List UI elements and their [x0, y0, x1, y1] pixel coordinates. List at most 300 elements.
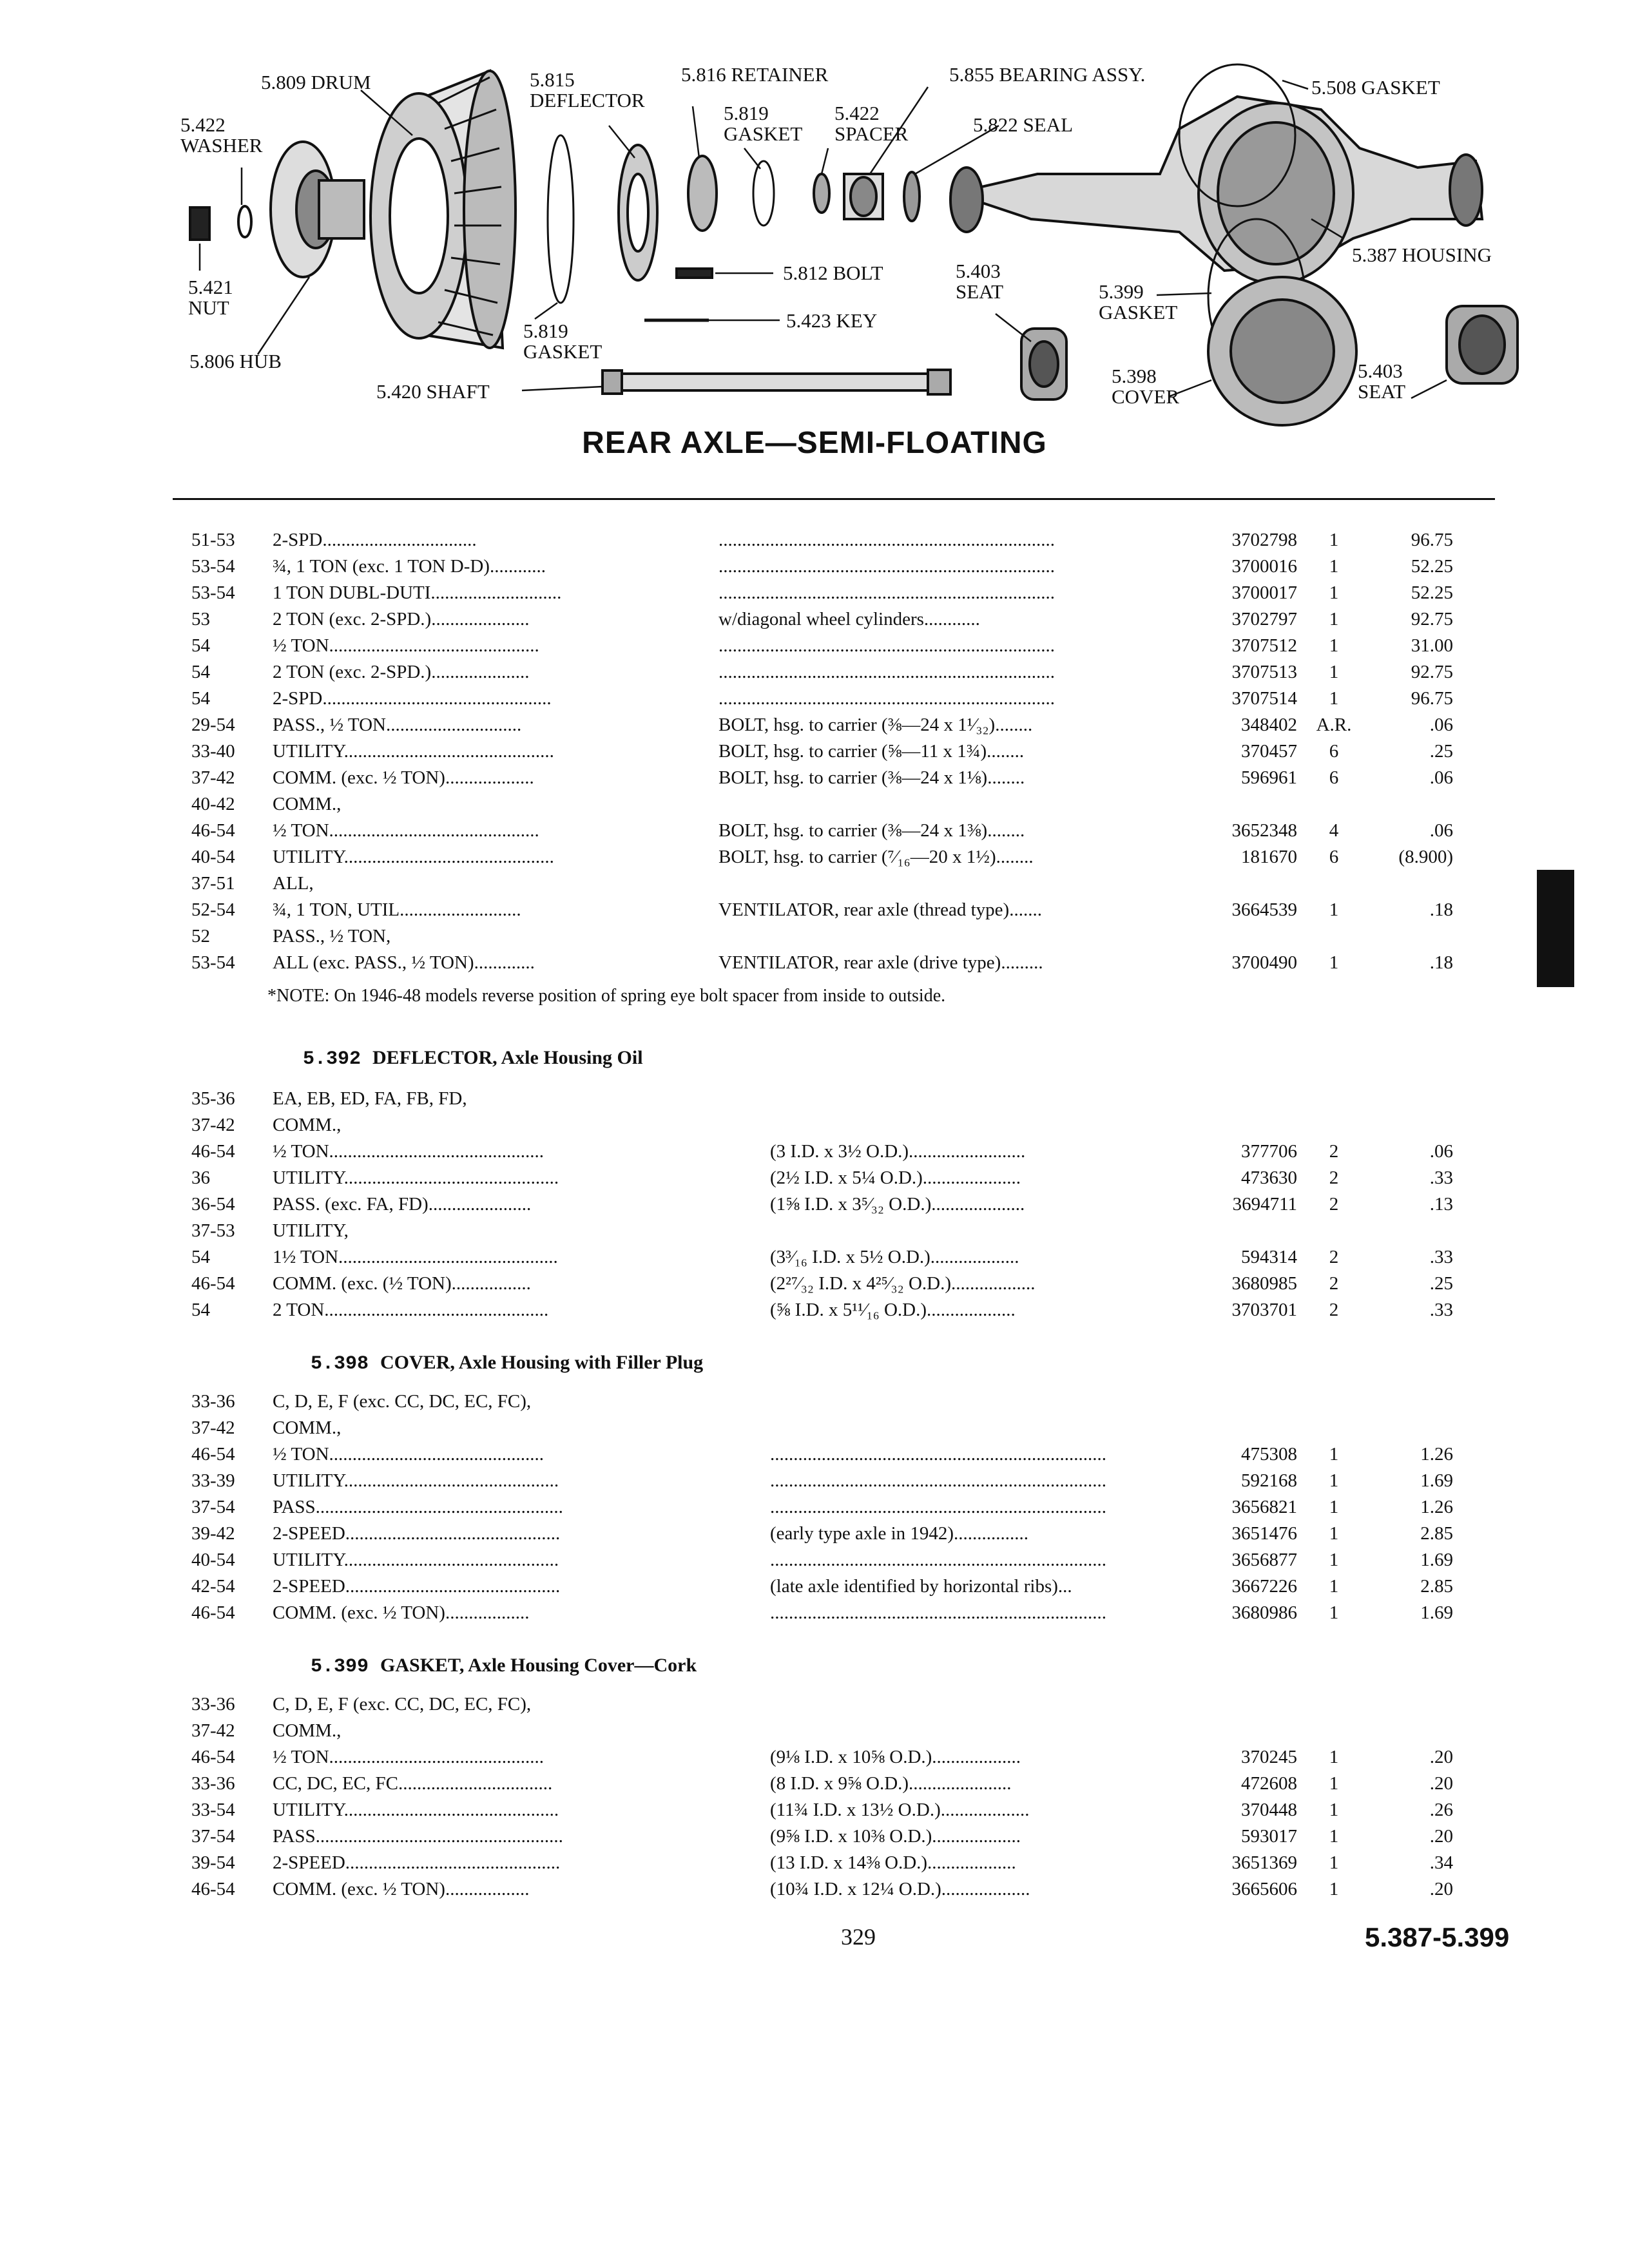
row-price: .34 [1429, 1852, 1453, 1873]
label-retainer: 5.816 RETAINER [681, 63, 829, 86]
row-years: 37-42 [191, 1418, 235, 1438]
row-description: (1⅝ I.D. x 3⁵⁄₃₂ O.D.).................... [770, 1194, 1025, 1215]
row-years: 35-36 [191, 1088, 235, 1109]
main-parts-list [0, 527, 1629, 976]
seat-right-part [1447, 306, 1518, 383]
row-part-number: 3664539 [1231, 899, 1297, 920]
row-description: (early type axle in 1942)................ [770, 1523, 1029, 1544]
row-years: 54 [191, 662, 210, 682]
row-price: .20 [1429, 1879, 1453, 1899]
row-models: UTILITY.............................................. [273, 1800, 559, 1820]
page-number: 329 [841, 1924, 876, 1950]
label-drum: 5.809 DRUM [261, 71, 371, 93]
row-quantity: 1 [1329, 1826, 1339, 1847]
label-deflector: 5.815 DEFLECTOR [530, 68, 645, 111]
row-description: VENTILATOR, rear axle (thread type)....... [718, 899, 1042, 920]
row-models: 1 TON DUBL-DUTI............................ [273, 582, 562, 603]
row-models: UTILITY.............................................. [273, 1470, 559, 1491]
row-description: (9⅝ I.D. x 10⅜ O.D.)................... [770, 1826, 1021, 1847]
row-models: C, D, E, F (exc. CC, DC, EC, FC), [273, 1391, 532, 1412]
section-list-gasket [0, 1691, 1629, 1903]
table-row [0, 686, 1629, 712]
row-years: 36-54 [191, 1194, 235, 1215]
row-description: (13 I.D. x 14⅜ O.D.)................... [770, 1852, 1016, 1873]
table-row [0, 527, 1629, 553]
table-row [0, 553, 1629, 580]
row-price: .18 [1429, 899, 1453, 920]
row-description: BOLT, hsg. to carrier (⅜—24 x 1¹⁄₃₂)........ [718, 715, 1033, 735]
label-seal: 5.822 SEAL [973, 113, 1073, 136]
table-row [0, 897, 1629, 923]
row-years: 53 [191, 609, 210, 629]
label-washer: 5.422 WASHER [180, 113, 263, 157]
table-row [0, 1244, 1629, 1271]
row-quantity: 6 [1329, 847, 1339, 867]
row-models: COMM. (exc. ½ TON).................. [273, 1879, 530, 1899]
section-title: COVER, Axle Housing with Filler Plug [380, 1352, 704, 1373]
row-years: 39-54 [191, 1852, 235, 1873]
table-row [0, 1218, 1629, 1244]
row-years: 54 [191, 1247, 210, 1267]
row-quantity: 1 [1329, 635, 1339, 656]
row-description: ........................................................................ [718, 635, 1055, 656]
row-quantity: 6 [1329, 767, 1339, 788]
seal-part [904, 172, 920, 221]
row-price: .20 [1429, 1747, 1453, 1767]
cover-part [1208, 277, 1356, 425]
row-models: 2-SPEED.............................................. [273, 1523, 561, 1544]
row-models: ½ TON............................................. [273, 820, 539, 841]
bearing-part [844, 174, 883, 219]
row-years: 52 [191, 926, 210, 947]
row-quantity: 6 [1329, 741, 1339, 762]
row-years: 33-36 [191, 1694, 235, 1715]
row-part-number: 3700017 [1231, 582, 1297, 603]
row-part-number: 348402 [1241, 715, 1297, 735]
table-row [0, 923, 1629, 950]
row-part-number: 596961 [1241, 767, 1297, 788]
row-quantity: 2 [1329, 1141, 1339, 1162]
row-models: 1½ TON............................................... [273, 1247, 558, 1267]
page-title: REAR AXLE—SEMI-FLOATING [582, 426, 1047, 460]
shaft-part [602, 370, 950, 394]
label-seat-left: 5.403 SEAT [956, 260, 1004, 303]
table-row [0, 1468, 1629, 1494]
row-models: COMM. (exc. ½ TON)................... [273, 767, 534, 788]
row-part-number: 594314 [1241, 1247, 1297, 1267]
table-row [0, 580, 1629, 606]
label-cover: 5.398 COVER [1112, 365, 1180, 408]
section-list-deflector [0, 1086, 1629, 1323]
footnote: *NOTE: On 1946-48 models reverse position of spring eye bolt spacer from inside to outside. [267, 986, 946, 1006]
table-row [0, 950, 1629, 976]
row-quantity: 1 [1329, 952, 1339, 973]
row-description: (2²⁷⁄₃₂ I.D. x 4²⁵⁄₃₂ O.D.).................. [770, 1273, 1036, 1294]
label-seat-right: 5.403 SEAT [1358, 360, 1406, 403]
row-years: 36 [191, 1168, 210, 1188]
washer-part [238, 206, 251, 237]
row-quantity: 1 [1329, 1602, 1339, 1623]
row-quantity: 1 [1329, 662, 1339, 682]
row-part-number: 3700490 [1231, 952, 1297, 973]
section-number: 5.399 [311, 1656, 369, 1678]
row-price: .33 [1429, 1247, 1453, 1267]
row-price: .33 [1429, 1300, 1453, 1320]
table-row [0, 765, 1629, 791]
row-description: BOLT, hsg. to carrier (⁷⁄₁₆—20 x 1½)........ [718, 847, 1034, 867]
row-models: COMM. (exc. (½ TON)................. [273, 1273, 531, 1294]
table-row [0, 791, 1629, 818]
row-part-number: 3703701 [1231, 1300, 1297, 1320]
row-years: 40-54 [191, 1550, 235, 1570]
row-models: UTILITY............................................. [273, 847, 554, 867]
label-spacer: 5.422 SPACER [834, 102, 909, 145]
gasket-819-upper-part [753, 161, 774, 226]
row-models: COMM., [273, 794, 342, 814]
table-row [0, 1797, 1629, 1823]
row-price: 96.75 [1411, 530, 1453, 550]
section-heading-gasket [311, 1653, 697, 1680]
row-models: UTILITY, [273, 1220, 349, 1241]
row-price: .33 [1429, 1168, 1453, 1188]
row-models: COMM., [273, 1720, 342, 1741]
row-part-number: 3656821 [1231, 1497, 1297, 1517]
label-gasket-508: 5.508 GASKET [1311, 76, 1440, 99]
row-models: PASS., ½ TON............................. [273, 715, 522, 735]
label-gasket-399: 5.399 GASKET [1099, 280, 1178, 323]
row-years: 46-54 [191, 1879, 235, 1899]
table-row [0, 844, 1629, 870]
row-years: 33-36 [191, 1391, 235, 1412]
row-models: UTILITY............................................. [273, 741, 554, 762]
row-price: .20 [1429, 1773, 1453, 1794]
row-price: 2.85 [1420, 1576, 1453, 1597]
row-years: 54 [191, 635, 210, 656]
row-years: 54 [191, 1300, 210, 1320]
row-models: 2 TON................................................ [273, 1300, 549, 1320]
row-years: 46-54 [191, 1747, 235, 1767]
row-models: 2-SPEED.............................................. [273, 1852, 561, 1873]
row-description: (3³⁄₁₆ I.D. x 5½ O.D.)................... [770, 1247, 1019, 1267]
row-models: ½ TON.............................................. [273, 1444, 545, 1465]
row-description: w/diagonal wheel cylinders............ [718, 609, 980, 629]
section-heading-deflector [303, 1045, 643, 1072]
row-part-number: 3680986 [1231, 1602, 1297, 1623]
label-housing: 5.387 HOUSING [1352, 244, 1492, 266]
row-price: 1.69 [1420, 1602, 1453, 1623]
row-price: 1.26 [1420, 1444, 1453, 1465]
row-years: 37-42 [191, 767, 235, 788]
row-price: .13 [1429, 1194, 1453, 1215]
row-years: 52-54 [191, 899, 235, 920]
row-description: (⅝ I.D. x 5¹¹⁄₁₆ O.D.)................... [770, 1300, 1016, 1320]
row-description: BOLT, hsg. to carrier (⅝—11 x 1¾)........ [718, 741, 1025, 762]
row-price: .25 [1429, 741, 1453, 762]
row-models: ½ TON.............................................. [273, 1141, 545, 1162]
table-row [0, 1389, 1629, 1415]
table-row [0, 1271, 1629, 1297]
row-part-number: 377706 [1241, 1141, 1297, 1162]
table-row [0, 633, 1629, 659]
row-description: ........................................................................ [718, 662, 1055, 682]
row-price: (8.900) [1398, 847, 1453, 867]
table-row [0, 1850, 1629, 1876]
row-quantity: 2 [1329, 1247, 1339, 1267]
table-row [0, 712, 1629, 738]
row-part-number: 181670 [1241, 847, 1297, 867]
row-price: 52.25 [1411, 582, 1453, 603]
table-row [0, 1494, 1629, 1521]
exploded-axle-diagram [0, 0, 1629, 451]
row-part-number: 3694711 [1232, 1194, 1297, 1215]
row-part-number: 370245 [1241, 1747, 1297, 1767]
row-years: 40-42 [191, 794, 235, 814]
row-quantity: 1 [1329, 582, 1339, 603]
label-gasket-819-upper: 5.819 GASKET [724, 102, 803, 145]
row-description: VENTILATOR, rear axle (drive type)......... [718, 952, 1043, 973]
section-heading-cover [311, 1350, 703, 1377]
row-description: (8 I.D. x 9⅝ O.D.)...................... [770, 1773, 1012, 1794]
row-years: 33-39 [191, 1470, 235, 1491]
row-quantity: 2 [1329, 1168, 1339, 1188]
row-years: 37-42 [191, 1115, 235, 1135]
table-row [0, 1139, 1629, 1165]
row-years: 33-54 [191, 1800, 235, 1820]
row-part-number: 3651476 [1231, 1523, 1297, 1544]
row-years: 37-51 [191, 873, 235, 894]
row-quantity: 1 [1329, 1444, 1339, 1465]
nut-part [190, 207, 209, 240]
table-row [0, 1547, 1629, 1573]
row-years: 33-36 [191, 1773, 235, 1794]
row-models: 2 TON (exc. 2-SPD.)..................... [273, 662, 530, 682]
row-models: COMM., [273, 1115, 342, 1135]
row-description: ........................................................................ [718, 688, 1055, 709]
row-quantity: 1 [1329, 1773, 1339, 1794]
row-description: ........................................................................ [770, 1444, 1106, 1465]
row-part-number: 592168 [1241, 1470, 1297, 1491]
row-price: .06 [1429, 820, 1453, 841]
row-quantity: 1 [1329, 1576, 1339, 1597]
row-models: COMM., [273, 1418, 342, 1438]
row-description: BOLT, hsg. to carrier (⅜—24 x 1⅜)........ [718, 820, 1025, 841]
row-price: 1.26 [1420, 1497, 1453, 1517]
row-quantity: 1 [1329, 899, 1339, 920]
row-price: .06 [1429, 767, 1453, 788]
row-price: .25 [1429, 1273, 1453, 1294]
bolt-part [677, 269, 712, 278]
row-part-number: 472608 [1241, 1773, 1297, 1794]
row-models: UTILITY.............................................. [273, 1550, 559, 1570]
row-years: 46-54 [191, 1444, 235, 1465]
row-quantity: 1 [1329, 1747, 1339, 1767]
row-models: 2-SPEED.............................................. [273, 1576, 561, 1597]
row-quantity: 2 [1329, 1273, 1339, 1294]
row-years: 54 [191, 688, 210, 709]
table-row [0, 1691, 1629, 1718]
row-years: 37-42 [191, 1720, 235, 1741]
table-row [0, 1718, 1629, 1744]
row-years: 37-54 [191, 1826, 235, 1847]
row-part-number: 3702797 [1231, 609, 1297, 629]
retainer-part [688, 156, 717, 231]
row-part-number: 3707512 [1231, 635, 1297, 656]
table-row [0, 818, 1629, 844]
table-row [0, 1112, 1629, 1139]
row-description: ........................................................................ [770, 1550, 1106, 1570]
table-row [0, 1415, 1629, 1441]
row-quantity: 2 [1329, 1194, 1339, 1215]
label-gasket-819-lower: 5.819 GASKET [523, 320, 602, 363]
row-quantity: 1 [1329, 1523, 1339, 1544]
label-hub: 5.806 HUB [189, 350, 282, 372]
row-description: (2½ I.D. x 5¼ O.D.)..................... [770, 1168, 1021, 1188]
row-price: .06 [1429, 715, 1453, 735]
row-description: ........................................................................ [770, 1470, 1106, 1491]
row-part-number: 370448 [1241, 1800, 1297, 1820]
table-row [0, 1441, 1629, 1468]
row-price: 92.75 [1411, 609, 1453, 629]
section-title: GASKET, Axle Housing Cover—Cork [380, 1655, 697, 1676]
title-rule [173, 498, 1495, 500]
row-models: COMM. (exc. ½ TON).................. [273, 1602, 530, 1623]
table-row [0, 870, 1629, 897]
section-list-cover [0, 1389, 1629, 1626]
row-description: (11¾ I.D. x 13½ O.D.)................... [770, 1800, 1030, 1820]
row-price: 1.69 [1420, 1470, 1453, 1491]
row-models: 2-SPD................................. [273, 530, 477, 550]
row-quantity: 1 [1329, 1497, 1339, 1517]
row-description: ........................................................................ [770, 1602, 1106, 1623]
table-row [0, 1191, 1629, 1218]
row-years: 46-54 [191, 1602, 235, 1623]
table-row [0, 1823, 1629, 1850]
row-models: ½ TON.............................................. [273, 1747, 545, 1767]
row-quantity: 1 [1329, 556, 1339, 577]
row-quantity: 1 [1329, 1470, 1339, 1491]
row-price: 96.75 [1411, 688, 1453, 709]
row-models: 2-SPD................................................. [273, 688, 552, 709]
row-part-number: 3651369 [1231, 1852, 1297, 1873]
deflector-part [619, 145, 657, 280]
table-row [0, 1297, 1629, 1323]
row-years: 46-54 [191, 1141, 235, 1162]
row-part-number: 3707514 [1231, 688, 1297, 709]
row-quantity: 1 [1329, 1852, 1339, 1873]
row-years: 29-54 [191, 715, 235, 735]
row-description: (9⅛ I.D. x 10⅝ O.D.)................... [770, 1747, 1021, 1767]
row-quantity: 1 [1329, 1550, 1339, 1570]
row-price: .26 [1429, 1800, 1453, 1820]
row-part-number: 3667226 [1231, 1576, 1297, 1597]
row-years: 39-42 [191, 1523, 235, 1544]
label-shaft: 5.420 SHAFT [376, 380, 490, 403]
row-models: PASS..................................................... [273, 1826, 563, 1847]
row-quantity: A.R. [1316, 715, 1352, 735]
table-row [0, 1521, 1629, 1547]
row-models: ¾, 1 TON, UTIL.......................... [273, 899, 521, 920]
row-description: (late axle identified by horizontal ribs)... [770, 1576, 1072, 1597]
row-years: 37-53 [191, 1220, 235, 1241]
row-models: PASS..................................................... [273, 1497, 563, 1517]
row-years: 51-53 [191, 530, 235, 550]
row-years: 46-54 [191, 820, 235, 841]
hub-part [271, 142, 364, 277]
table-row [0, 1086, 1629, 1112]
row-part-number: 3707513 [1231, 662, 1297, 682]
row-years: 42-54 [191, 1576, 235, 1597]
row-models: PASS., ½ TON, [273, 926, 391, 947]
label-bearing: 5.855 BEARING ASSY. [949, 63, 1146, 86]
row-years: 53-54 [191, 556, 235, 577]
row-price: 92.75 [1411, 662, 1453, 682]
row-part-number: 3665606 [1231, 1879, 1297, 1899]
row-description: ........................................................................ [718, 530, 1055, 550]
section-title: DEFLECTOR, Axle Housing Oil [372, 1047, 643, 1068]
table-row [0, 1573, 1629, 1600]
row-quantity: 4 [1329, 820, 1339, 841]
row-quantity: 1 [1329, 1800, 1339, 1820]
row-years: 37-54 [191, 1497, 235, 1517]
row-price: 31.00 [1411, 635, 1453, 656]
table-row [0, 738, 1629, 765]
row-years: 53-54 [191, 952, 235, 973]
table-row [0, 1600, 1629, 1626]
row-models: C, D, E, F (exc. CC, DC, EC, FC), [273, 1694, 532, 1715]
row-description: (10¾ I.D. x 12¼ O.D.)................... [770, 1879, 1030, 1899]
row-models: ALL (exc. PASS., ½ TON)............. [273, 952, 535, 973]
row-description: BOLT, hsg. to carrier (⅜—24 x 1⅛)........ [718, 767, 1025, 788]
row-description: (3 I.D. x 3½ O.D.)......................... [770, 1141, 1026, 1162]
row-part-number: 370457 [1241, 741, 1297, 762]
row-part-number: 475308 [1241, 1444, 1297, 1465]
row-price: 52.25 [1411, 556, 1453, 577]
row-part-number: 3652348 [1231, 820, 1297, 841]
row-part-number: 593017 [1241, 1826, 1297, 1847]
table-row [0, 1876, 1629, 1903]
row-models: ALL, [273, 873, 314, 894]
row-description: ........................................................................ [718, 582, 1055, 603]
row-models: UTILITY.............................................. [273, 1168, 559, 1188]
row-price: .18 [1429, 952, 1453, 973]
row-models: ¾, 1 TON (exc. 1 TON D-D)............ [273, 556, 546, 577]
table-row [0, 1744, 1629, 1771]
row-description: ........................................................................ [718, 556, 1055, 577]
label-nut: 5.421 NUT [188, 276, 233, 319]
row-quantity: 1 [1329, 530, 1339, 550]
row-part-number: 3700016 [1231, 556, 1297, 577]
row-years: 33-40 [191, 741, 235, 762]
row-models: CC, DC, EC, FC................................. [273, 1773, 553, 1794]
row-price: 2.85 [1420, 1523, 1453, 1544]
row-years: 40-54 [191, 847, 235, 867]
table-row [0, 659, 1629, 686]
spacer-part [814, 174, 829, 213]
row-price: 1.69 [1420, 1550, 1453, 1570]
section-range: 5.387-5.399 [1365, 1922, 1510, 1952]
row-description: ........................................................................ [770, 1497, 1106, 1517]
row-years: 53-54 [191, 582, 235, 603]
row-price: .06 [1429, 1141, 1453, 1162]
section-number: 5.398 [311, 1353, 369, 1375]
row-quantity: 1 [1329, 609, 1339, 629]
label-bolt: 5.812 BOLT [783, 262, 883, 284]
row-quantity: 1 [1329, 1879, 1339, 1899]
row-part-number: 3656877 [1231, 1550, 1297, 1570]
row-models: EA, EB, ED, FA, FB, FD, [273, 1088, 467, 1109]
drum-part [371, 71, 516, 348]
table-row [0, 1165, 1629, 1191]
